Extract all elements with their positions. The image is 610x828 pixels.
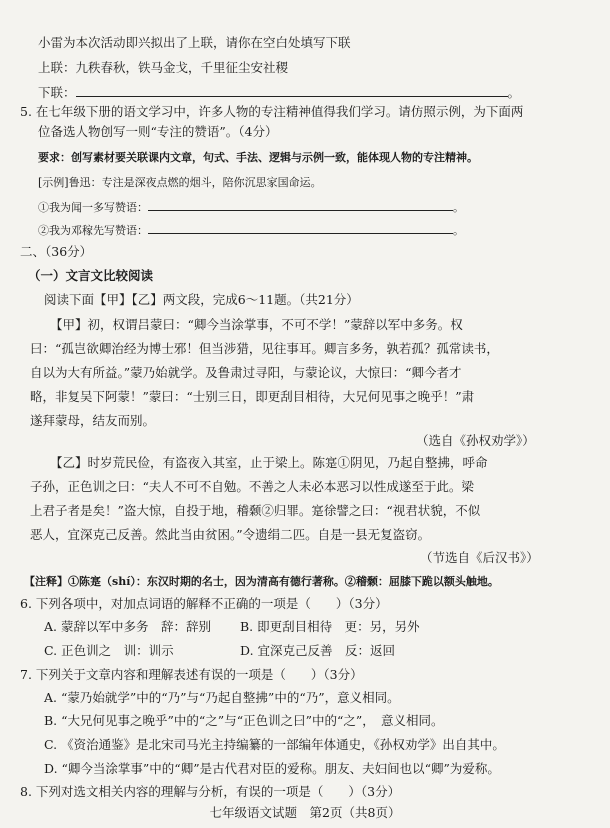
couplet-lower-label: 下联： bbox=[38, 85, 76, 100]
q5-item-1: ①我为闻一多写赞语： 。 bbox=[38, 198, 464, 216]
q5-line1: 5. 在七年级下册的语文学习中，许多人物的专注精神值得我们学习。请仿照示例，为下面两 bbox=[20, 104, 524, 119]
q6-option-b[interactable]: B. 即更刮目相待 更：另，另外 bbox=[240, 619, 420, 634]
intro-line: 小雷为本次活动即兴拟出了上联，请你在空白处填写下联 bbox=[38, 35, 351, 50]
q5-item-1-blank[interactable] bbox=[148, 198, 453, 211]
q6-stem: 6. 下列各项中，对加点词语的解释不正确的一项是（ ）（3分） bbox=[20, 596, 388, 611]
q8-stem: 8. 下列对选文相关内容的理解与分析，有误的一项是（ ）（3分） bbox=[20, 784, 401, 799]
subsection-1-heading: （一）文言文比较阅读 bbox=[28, 268, 154, 283]
q5-requirement: 要求：创写素材要关联课内文章，句式、手法、逻辑与示例一致，能体现人物的专注精神。 bbox=[38, 151, 478, 164]
q7-option-d[interactable]: D. “卿今当涂掌事”中的“卿”是古代君对臣的爱称。朋友、夫妇间也以“卿”为爱称。 bbox=[44, 761, 500, 776]
passage-yi-line: 上君子者是矣！”盗大惊，自投于地，稽颡②归罪。寔徐譬之曰：“视君状貌，不似 bbox=[30, 503, 481, 518]
q6-option-d[interactable]: D. 宜深克己反善 反：返回 bbox=[240, 643, 396, 658]
passage-yi-line: 【乙】时岁荒民俭，有盗夜入其室，止于梁上。陈寔①阴见，乃起自整拂，呼命 bbox=[50, 455, 488, 470]
q6-option-c[interactable]: C. 正色训之 训：训示 bbox=[44, 643, 174, 658]
q7-stem: 7. 下列关于文章内容和理解表述有误的一项是（ ）（3分） bbox=[20, 667, 363, 682]
q5-line2: 位备选人物创写一则“专注的赞语”。（4分） bbox=[38, 124, 278, 139]
passage-yi-line: 恶人，宜深克己反善。然此当由贫困。”令遗绢二匹。自是一县无复盗窃。 bbox=[30, 527, 431, 542]
passage-yi-source: （节选自《后汉书》） bbox=[420, 550, 539, 565]
q5-item-2-label: ②我为邓稼先写赞语： bbox=[38, 224, 148, 237]
reading-instruction: 阅读下面【甲】【乙】两文段，完成6～11题。（共21分） bbox=[44, 292, 359, 307]
page-footer: 七年级语文试题 第2页（共8页） bbox=[209, 805, 401, 820]
q5-item-2-blank[interactable] bbox=[148, 221, 453, 234]
q7-option-b[interactable]: B. “大兄何见事之晚乎”中的“之”与“正色训之曰”中的“之”， 意义相同。 bbox=[44, 713, 444, 728]
couplet-lower: 下联： 。 bbox=[38, 85, 521, 100]
passage-jia-line: 【甲】初，权谓吕蒙曰：“卿今当涂掌事，不可不学！”蒙辞以军中多务。权 bbox=[50, 317, 463, 332]
section-2-heading: 二、（36分） bbox=[20, 244, 93, 259]
passage-jia-line: 自以为大有所益。”蒙乃始就学。及鲁肃过寻阳，与蒙论议，大惊曰：“卿今者才 bbox=[30, 365, 462, 380]
q7-option-c[interactable]: C. 《资治通鉴》是北宋司马光主持编纂的一部编年体通史，《孙权劝学》出自其中。 bbox=[44, 737, 505, 752]
q6-option-a[interactable]: A. 蒙辞以军中多务 辞：辞别 bbox=[44, 619, 211, 634]
couplet-upper: 上联：九秩春秋，铁马金戈，千里征尘安社稷 bbox=[38, 60, 289, 75]
passage-yi-line: 子孙，正色训之曰：“夫人不可不自勉。不善之人未必本恶习以性成遂至于此。梁 bbox=[30, 479, 474, 494]
passage-jia-line: 遂拜蒙母，结友而别。 bbox=[30, 413, 156, 428]
couplet-answer-blank[interactable] bbox=[76, 84, 508, 97]
annotation-note: 【注释】①陈寔（shí）：东汉时期的名士，因为清高有德行著称。②稽颡：屈膝下跪以额头触地。 bbox=[24, 575, 499, 588]
q5-item-2: ②我为邓稼先写赞语： 。 bbox=[38, 221, 464, 239]
passage-jia-line: 略，非复吴下阿蒙！”蒙曰：“士别三日，即更刮目相待，大兄何见事之晚乎！”肃 bbox=[30, 389, 475, 404]
passage-jia-source: （选自《孙权劝学》） bbox=[416, 433, 535, 448]
q7-option-a[interactable]: A. “蒙乃始就学”中的“乃”与“乃起自整拂”中的“乃”，意义相同。 bbox=[44, 690, 400, 705]
q5-example: [示例]鲁迅：专注是深夜点燃的烟斗，陪你沉思家国命运。 bbox=[38, 176, 322, 189]
passage-jia-line: 曰：“孤岂欲卿治经为博士邪！但当涉猎，见往事耳。卿言多务，孰若孤？孤常读书， bbox=[30, 341, 499, 356]
q5-item-1-label: ①我为闻一多写赞语： bbox=[38, 201, 148, 214]
